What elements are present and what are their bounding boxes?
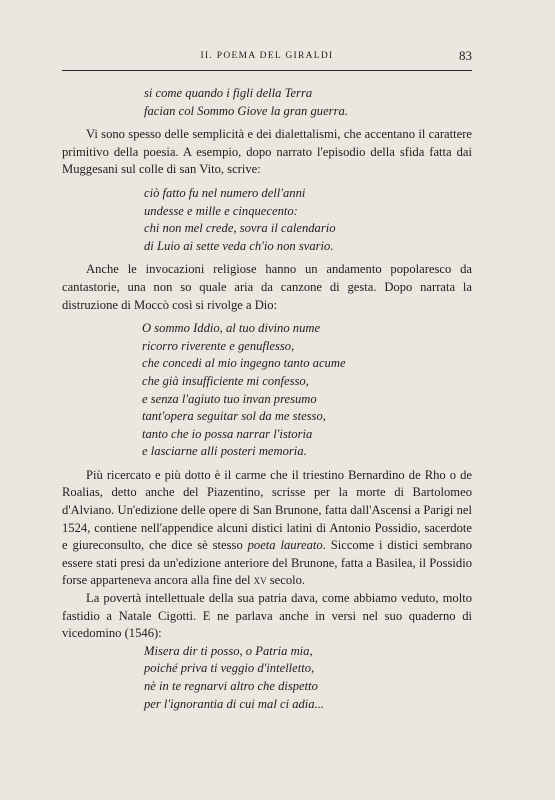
- paragraph-text: Più ricercato e più dotto è il carme che il triestino Bernardino de Rho o de Roalias, detto anche del Piazentino, scrisse per la morte di Bartolomeo d'Alviano. Un'edizione delle opere di San Brunone, fatta dall'Ascensi a Parigi nel 1524, contiene nell'appendice alcuni distici latini di Antonio Possidio, sacerdote e giureconsulto, che dice sè stesso: [62, 467, 472, 553]
- verse-quote-invocazione: [142, 320, 472, 461]
- verse-line: si come quando i figli della Terra: [144, 86, 313, 100]
- verse-line: ricorro riverente e genuflesso,: [142, 338, 295, 353]
- paragraph-semplicita: Vi sono spesso delle semplicità e dei dialettalismi, che accentano il carattere primitivo della poesia. A esempio, dopo narrato l'episodio della sfida fatta dai Muggesani sul colle di san Vito, scrive:: [62, 127, 472, 177]
- italic-phrase: poeta laureato: [247, 538, 323, 553]
- verse-line: O sommo Iddio, al tuo divino nume: [142, 321, 321, 336]
- century-numeral: xv: [253, 573, 267, 588]
- verse-line: chi non mel crede, sovra il calendario: [144, 221, 336, 236]
- verse-line: tant'opera seguitar sol da me stesso,: [142, 409, 326, 424]
- paragraph-carme: [62, 467, 472, 590]
- verse-line: Misera dir ti posso, o Patria mia,: [144, 643, 313, 658]
- verse-line: facian col Sommo Giove la gran guerra.: [144, 103, 348, 118]
- verse-line: e senza l'agiuto tuo invan presumo: [142, 391, 317, 406]
- verse-line: poiché priva ti veggio d'intelletto,: [144, 661, 315, 676]
- page-header: [62, 50, 472, 71]
- verse-line: di Luio ai sette veda ch'io non svario.: [144, 238, 334, 253]
- running-title: II. POEMA DEL GIRALDI: [200, 51, 334, 61]
- verse-line: che già insufficiente mi confesso,: [142, 373, 309, 388]
- paragraph-invocazioni: Anche le invocazioni religiose hanno un andamento popolaresco da cantastorie, una non so quale aria da canzone di gesta. Dopo narrata la distruzione di Moccò così si rivolge a Dio:: [62, 262, 472, 312]
- body-text: [62, 85, 472, 719]
- verse-quote-calendario: [144, 185, 472, 255]
- verse-quote-patria: [144, 643, 472, 713]
- verse-line: che concedi al mio ingegno tanto acume: [142, 356, 346, 371]
- paragraph-poverta: La povertà intellettuale della sua patria dava, come abbiamo veduto, molto fastidio a Natale Cigotti. E ne parlava anche in versi nel suo quaderno di vicedomino (1546):: [62, 591, 472, 641]
- verse-quote-terra: [144, 85, 472, 120]
- verse-line: per l'ignorantia di cui mal ci adia...: [144, 696, 325, 711]
- verse-line: e lasciarne alli posteri memoria.: [142, 444, 307, 459]
- verse-line: tanto che io possa narrar l'istoria: [142, 426, 313, 441]
- page-number: 83: [459, 48, 472, 63]
- verse-line: ciò fatto fu nel numero dell'anni: [144, 185, 306, 200]
- verse-line: nè in te regnarvi altro che dispetto: [144, 679, 318, 693]
- verse-line: undesse e mille e cinquecento:: [144, 203, 298, 218]
- paragraph-text: . Siccome i distici sembrano essere stati presi da un'edizione anteriore del Brunone, fatta a Basilea, il Possidio forse apparteneva ancora alla fine del: [62, 538, 472, 588]
- paragraph-text: secolo.: [266, 573, 306, 588]
